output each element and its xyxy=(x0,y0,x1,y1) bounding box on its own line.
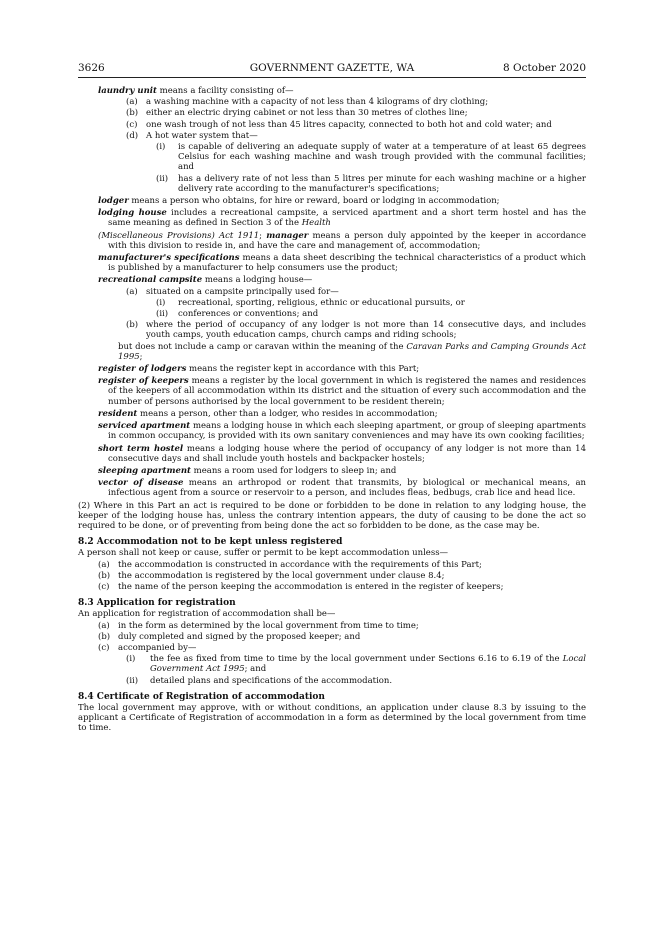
definition-laundry-unit: laundry unit means a facility consisting of— xyxy=(98,86,294,96)
definition-short-term-hostel: short term hostel means a lodging house where the period of occupancy of any lodger is not more than 14 consecutive days and shall include youth hostels and backpacker hostels; xyxy=(98,443,586,464)
list-item: (b) where the period of occupancy of any lodger is not more than 14 consecutive days, and includes youth camps, youth education camps, church camps and riding schools; xyxy=(126,320,586,341)
header-rule xyxy=(78,77,586,78)
sub-list-item: (ii) has a delivery rate of not less than 5 litres per minute for each washing machine or a higher delivery rate according to the manufacturer's specifications; xyxy=(156,173,586,194)
list-item: (b) the accommodation is registered by the local government under clause 8.4; xyxy=(98,570,445,581)
section-text: The local government may approve, with or without conditions, an application under clause 8.3 by issuing to the applicant a Certificate of Registration of accommodation in a form as determined by the local government from time to time. xyxy=(78,702,586,734)
list-item: (a) a washing machine with a capacity of not less than 4 kilograms of dry clothing; xyxy=(126,97,489,108)
page-header xyxy=(78,62,586,78)
publication-title: GOVERNMENT GAZETTE, WA xyxy=(249,62,415,74)
definition-manufacturers-specifications: manufacturer's specifications means a data sheet describing the technical characteristics of a product which is published by a manufacturer to help consumers use the product; xyxy=(98,253,586,274)
sub-list-item: (ii) detailed plans and specifications of the accommodation. xyxy=(126,675,393,686)
page-body xyxy=(78,84,586,734)
section-intro: A person shall not keep or cause, suffer or permit to be kept accommodation unless— xyxy=(78,548,449,559)
definition-register-of-keepers: register of keepers means a register by the local government in which is registered the names and residences of the keepers of all accommodation within its district and the situation of every such accommodation and the number of persons authorised by the local government to be resident therein; xyxy=(98,376,586,407)
definition-serviced-apartment: serviced apartment means a lodging house in which each sleeping apartment, or group of sleeping apartments in common occupancy, is provided with its own sanitary conveniences and may have its own cooking facilities; xyxy=(98,421,586,442)
list-item: (a) in the form as determined by the local government from time to time; xyxy=(98,620,419,631)
sub-list-item: (i) recreational, sporting, religious, ethnic or educational pursuits, or xyxy=(156,297,465,308)
definition-recreational-campsite: recreational campsite means a lodging house— xyxy=(98,275,313,286)
definition-lodger: lodger means a person who obtains, for hire or reward, board or lodging in accommodation; xyxy=(98,196,500,207)
definition-manager: (Miscellaneous Provisions) Act 1911; manager means a person duly appointed by the keeper in accordance with this division to reside in, and have the care and management of, accommodation; xyxy=(98,230,586,251)
sub-list-item: (i) is capable of delivering an adequate supply of water at a temperature of at least 65 degrees Celsius for each washing machine and wash trough provided with the communal facilities; and xyxy=(156,142,586,173)
definition-resident: resident means a person, other than a lodger, who resides in accommodation; xyxy=(98,408,438,419)
list-item: (b) either an electric drying cabinet or not less than 30 metres of clothes line; xyxy=(126,108,468,119)
page-number: 3626 xyxy=(78,62,105,74)
sub-list-item: (ii) conferences or conventions; and xyxy=(156,309,319,320)
section-intro: An application for registration of accommodation shall be— xyxy=(78,609,336,620)
section-heading-8-3: 8.3 Application for registration xyxy=(78,598,236,609)
definition-sleeping-apartment: sleeping apartment means a room used for lodgers to sleep in; and xyxy=(98,465,397,476)
list-item: (b) duly completed and signed by the proposed keeper; and xyxy=(98,631,361,642)
list-item: (a) situated on a campsite principally used for— xyxy=(126,286,339,297)
list-item: (c) the name of the person keeping the accommodation is entered in the register of keepers; xyxy=(98,581,504,592)
list-item: (d) A hot water system that— xyxy=(126,130,258,141)
section-heading-8-4: 8.4 Certificate of Registration of accommodation xyxy=(78,691,325,702)
sub-list-item: (i) the fee as fixed from time to time by the local government under Sections 6.16 to 6.19 of the Local Government Act 1995; and xyxy=(126,654,586,675)
definition-exclusion: but does not include a camp or caravan within the meaning of the Caravan Parks and Camping Grounds Act 1995; xyxy=(118,341,586,362)
definition-vector-of-disease: vector of disease means an arthropod or rodent that transmits, by biological or mechanical means, an infectious agent from a source or reservoir to a person, and includes fleas, bedbugs, crab lice and head lice. xyxy=(98,478,586,499)
definition-register-of-lodgers: register of lodgers means the register kept in accordance with this Part; xyxy=(98,364,420,375)
section-heading-8-2: 8.2 Accommodation not to be kept unless registered xyxy=(78,537,343,548)
subclause-2: (2) Where in this Part an act is required to be done or forbidden to be done in relation to any lodging house, the keeper of the lodging house has, unless the contrary intention appears, the duty of causing to be done the act so required to be done, or of preventing from being done the act so forbidden to be done, as the case may be. xyxy=(78,500,586,531)
publication-date: 8 October 2020 xyxy=(502,62,586,74)
list-item: (a) the accommodation is constructed in accordance with the requirements of this Part; xyxy=(98,559,482,570)
list-item: (c) accompanied by— xyxy=(98,642,197,653)
list-item: (c) one wash trough of not less than 45 litres capacity, connected to both hot and cold water; and xyxy=(126,119,552,130)
definition-lodging-house: lodging house includes a recreational campsite, a serviced apartment and a short term hostel and has the same meaning as defined in Section 3 of the Health xyxy=(98,208,587,229)
